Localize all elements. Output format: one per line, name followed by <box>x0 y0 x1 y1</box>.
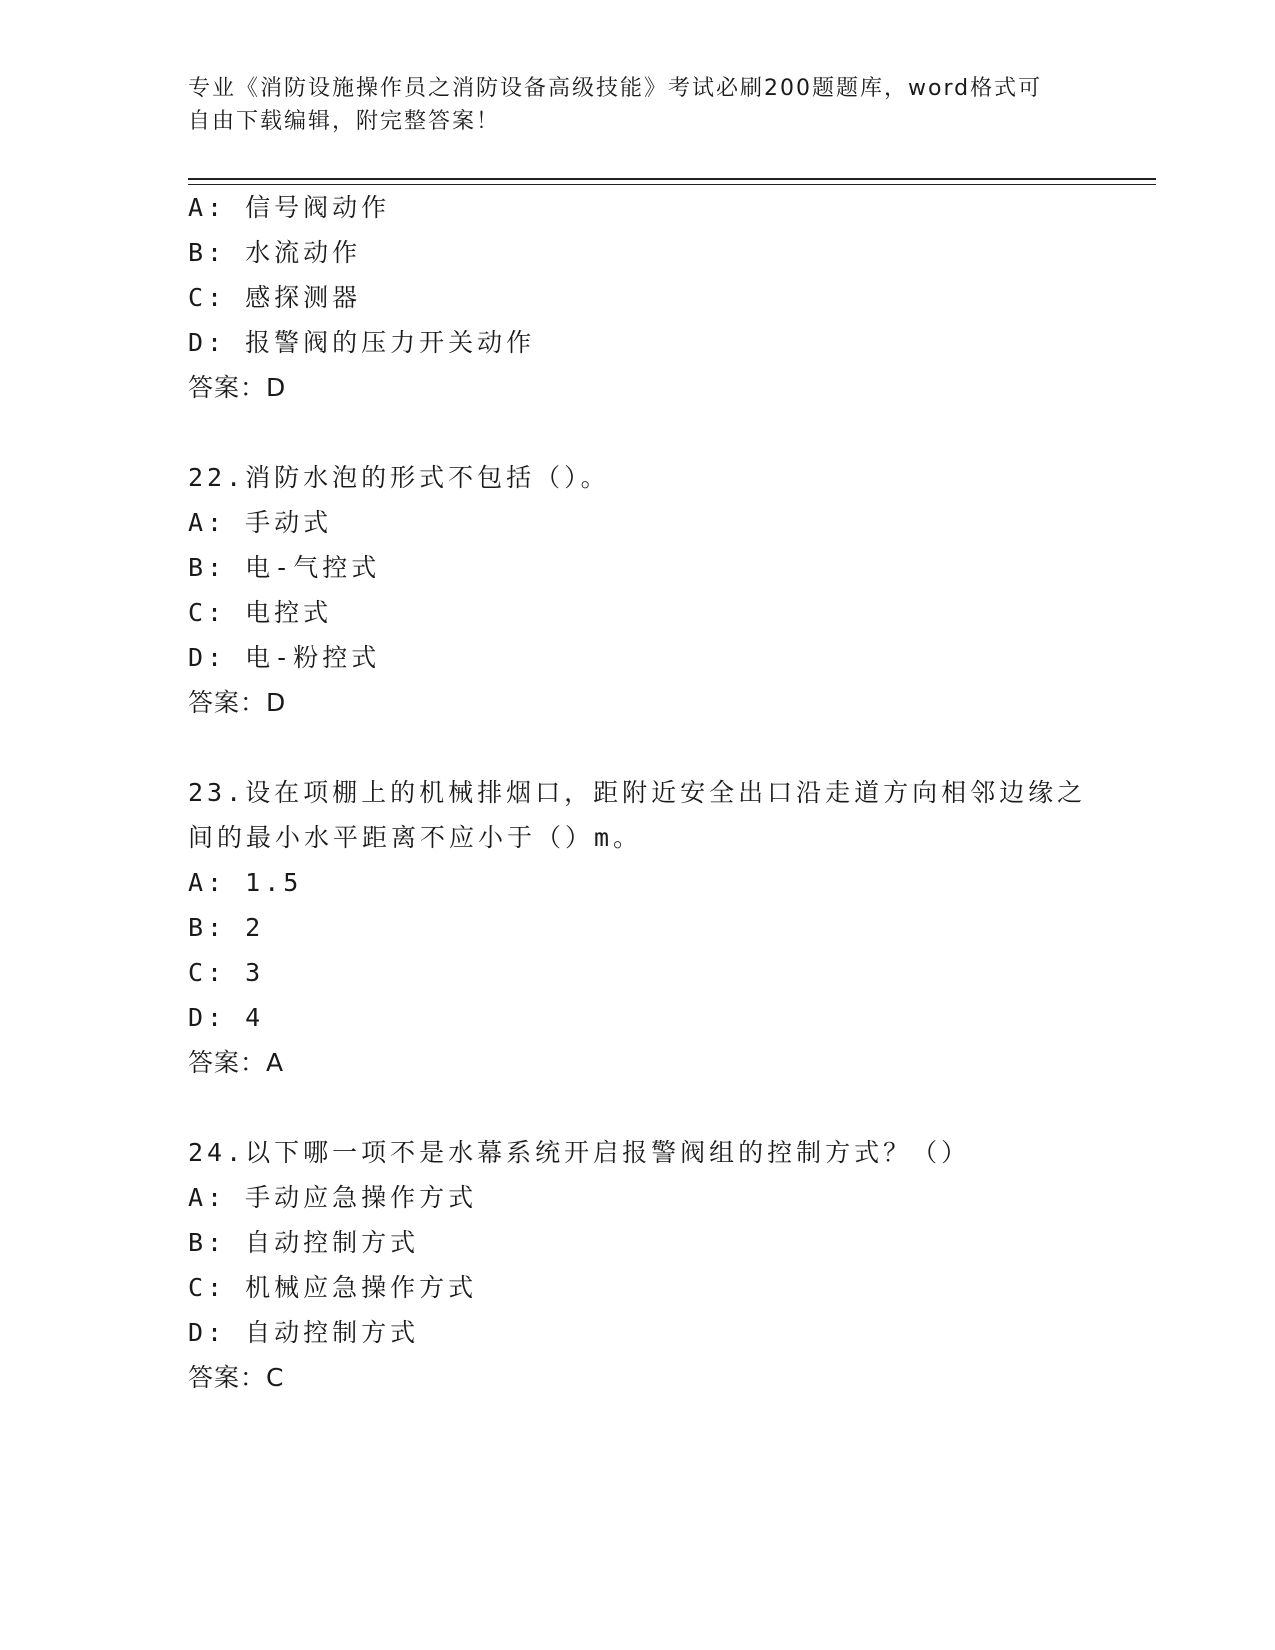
q23-answer: 答案：A <box>188 1048 285 1077</box>
q23-stem-line-1: 23.设在项棚上的机械排烟口，距附近安全出口沿走道方向相邻边缘之 <box>188 778 1087 807</box>
header-line-2: 自由下载编辑，附完整答案！ <box>188 109 501 134</box>
document-header <box>188 72 1068 138</box>
q23-option-d: D: 4 <box>188 1003 265 1032</box>
q23-stem-line-2: 间的最小水平距离不应小于（）m。 <box>188 823 643 852</box>
q24-option-d: D: 自动控制方式 <box>188 1318 420 1347</box>
q24-option-a: A: 手动应急操作方式 <box>188 1183 478 1212</box>
q22-option-d: D: 电-粉控式 <box>188 643 381 672</box>
q24-stem: 24.以下哪一项不是水幕系统开启报警阀组的控制方式？（） <box>188 1138 971 1167</box>
q23-option-b: B: 2 <box>188 913 265 942</box>
q21-answer: 答案：D <box>188 373 287 402</box>
header-divider-thin <box>188 184 1156 185</box>
q21-option-c: C: 感探测器 <box>188 283 362 312</box>
header-line-1: 专业《消防设施操作员之消防设备高级技能》考试必刷200题题库，word格式可 <box>188 76 1043 101</box>
q23-option-c: C: 3 <box>188 958 265 987</box>
q21-option-b: B: 水流动作 <box>188 238 362 267</box>
q22-option-c: C: 电控式 <box>188 598 333 627</box>
q22-answer: 答案：D <box>188 688 287 717</box>
header-divider <box>188 178 1156 180</box>
q24-option-c: C: 机械应急操作方式 <box>188 1273 478 1302</box>
q24-answer: 答案：C <box>188 1363 285 1392</box>
q21-option-d: D: 报警阀的压力开关动作 <box>188 328 536 357</box>
q21-option-a: A: 信号阀动作 <box>188 193 391 222</box>
q22-option-a: A: 手动式 <box>188 508 333 537</box>
q24-option-b: B: 自动控制方式 <box>188 1228 420 1257</box>
q22-option-b: B: 电-气控式 <box>188 553 381 582</box>
q23-option-a: A: 1.5 <box>188 868 303 897</box>
q22-stem: 22.消防水泡的形式不包括（）。 <box>188 463 610 492</box>
